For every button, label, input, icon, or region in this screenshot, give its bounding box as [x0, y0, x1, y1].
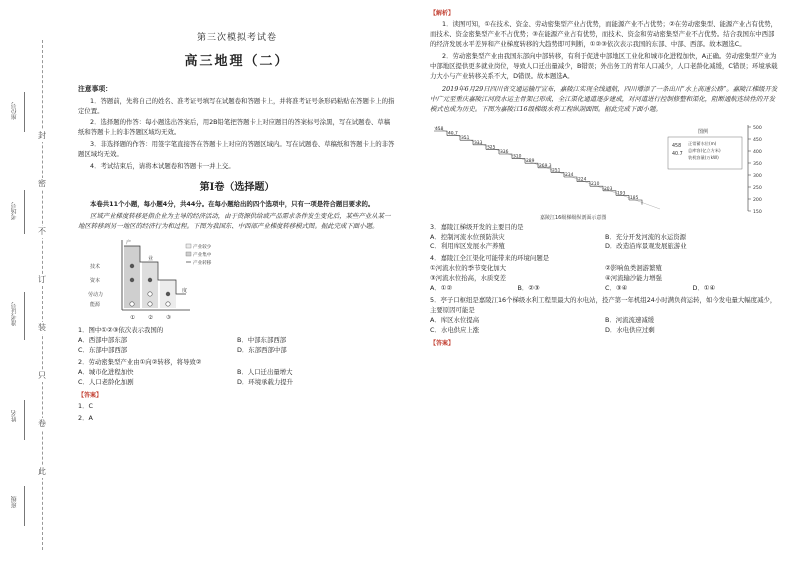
- question-2: 2．劳动密集型产业由①向②转移，将导致②: [78, 358, 202, 367]
- option[interactable]: D．东部西部中部: [237, 346, 287, 355]
- binding-cut-char: 卷: [36, 418, 48, 430]
- chart-caption: 嘉陵江16级梯级纵剖面示意图: [540, 214, 607, 221]
- option[interactable]: C．③④: [605, 284, 628, 293]
- binding-cut-char: 封: [36, 130, 48, 142]
- dot-marker: [130, 302, 134, 306]
- diagram-label-industry: 业: [148, 256, 154, 263]
- diagram-label-degree: 度: [182, 288, 188, 295]
- binding-cut-char: 此: [36, 466, 48, 478]
- option[interactable]: A．①②: [430, 284, 453, 293]
- row-label: 技术: [90, 264, 101, 271]
- legend-swatch: [186, 252, 191, 256]
- row-label: 能源: [90, 302, 101, 309]
- section-title: 第Ⅰ卷（选择题）: [199, 182, 275, 194]
- statement: ①河流水位的季节变化加大: [430, 264, 507, 273]
- legend-swatch: [186, 244, 191, 248]
- binding-cut-char: 不: [36, 226, 48, 238]
- profile-svg: [430, 119, 780, 221]
- dam-step-label: 336: [500, 149, 509, 155]
- exam-title: 高三地理（二）: [184, 53, 290, 69]
- binding-cut-char: 密: [36, 178, 48, 190]
- notice-item: 4．考试结束后，请将本试题卷和答题卡一并上交。: [90, 162, 235, 171]
- statement: ②影响鱼类洄游繁殖: [605, 264, 662, 273]
- option[interactable]: C．利用库区发展水产养殖: [430, 242, 505, 251]
- option[interactable]: A．西部中部东部: [78, 336, 128, 345]
- statement: ④河流输沙能力增强: [605, 274, 662, 283]
- notice-item: 3．非选择题的作答：用签字笔直接答在答题卡上对应的答题区域内。写在试题卷、草稿纸和答题卡上的非答题区域均无效。: [78, 140, 395, 159]
- diagram-label-produce: 产: [126, 240, 132, 247]
- legend-label: 产业较少: [193, 245, 212, 251]
- y-tick-label: 150: [753, 209, 762, 215]
- y-tick-group: [748, 125, 762, 215]
- dot-marker: [166, 302, 170, 306]
- y-tick-label: 250: [753, 185, 762, 191]
- chart-legend-item: 装机容量(万kW): [688, 154, 719, 160]
- dam-step-label: 269.3: [539, 163, 552, 169]
- question-1-options: [78, 336, 396, 346]
- legend-label: 产业转移: [193, 261, 212, 267]
- question-4-items: [430, 264, 780, 274]
- stage-label: ①: [130, 315, 135, 322]
- stage-1-bar: [124, 246, 140, 308]
- question-4-options: [430, 284, 780, 294]
- left-column: [78, 28, 396, 424]
- field-class: 班级: [11, 496, 18, 508]
- analysis-text: 1．读图可知，①在技术、资金、劳动密集型产业占优势，而能源产业不占优势；②在劳动密集型、能源产业占有优势，而技术、资金密集型产业不占优势；③在能源产业占有优势，而技术、资金和劳动密集型产业不占优势。结合我国东中西部的经济发展水平差异和产业梯度转移的大趋势即可判断，①②③依次表示我国的东部、中部、西部。故本题选C。: [430, 20, 778, 49]
- question-3-options: [430, 242, 780, 252]
- passage-text: 2019年6月29日四川省交通运输厅宣布，嘉陵江实现全线通航，四川增添了一条出川“水上高速公路”。嘉陵江梯级开发中广元至重庆嘉陵江河段水运主骨架已形成，全江渠化通道逐步建成，对河道进行控制修整和渠化，阻断通航连续性的开发模式也成为历史。下图为嘉陵江16级梯级水利工程纵剖面图。据此完成下面小题。: [430, 84, 778, 113]
- dam-step-label: 458: [435, 126, 444, 132]
- chart-legend-title: 图例: [698, 128, 709, 135]
- legend-example-value: 458: [672, 143, 682, 149]
- dam-step-label: 351: [461, 135, 470, 141]
- question-2-options: [78, 368, 396, 378]
- option[interactable]: B．②③: [517, 284, 540, 293]
- dam-step-label: 234: [565, 172, 574, 178]
- option[interactable]: A．城市化进程加快: [78, 368, 134, 377]
- question-3-options: [430, 233, 780, 243]
- binding-cut-char: 装: [36, 322, 48, 334]
- stage-2-bar: [142, 262, 158, 308]
- dam-step-label: 325: [487, 144, 496, 150]
- step-group: [434, 126, 642, 205]
- binding-strip: [2, 40, 62, 550]
- field-line: [24, 292, 25, 340]
- option[interactable]: C．东部中部西部: [78, 346, 128, 355]
- y-tick-label: 400: [753, 149, 762, 155]
- question-3: 3．嘉陵江梯级开发的主要目的是: [430, 222, 524, 231]
- stage-label: ②: [148, 315, 153, 322]
- option[interactable]: B．充分开发河流的水运资源: [605, 232, 687, 241]
- question-1-options: [78, 346, 396, 356]
- binding-cut-char: 只: [36, 370, 48, 382]
- answer-item: 1．C: [78, 402, 93, 411]
- passage-text: 区域产业梯度转移是指企业为主导的经济活动，由于资源供给或产品需求条件发生变化后，某些产业从某一地区转移到另一地区的经济行为和过程。下图为我国东、中西部产业梯度转移模式图。据此完成下面小题。: [78, 212, 391, 231]
- question-4-items: [430, 274, 780, 284]
- question-5-options: [430, 326, 780, 336]
- row-label: 资本: [90, 278, 101, 285]
- section-instruction: 本卷共11个小题，每小题4分，共44分。在每小题给出的四个选项中，只有一项是符合题目要求的。: [90, 199, 375, 208]
- dam-step-label: 333: [474, 140, 483, 146]
- legend-label: 产业集中: [193, 253, 212, 259]
- exam-subtitle: 第三次模拟考试卷: [196, 33, 277, 43]
- y-tick-label: 450: [753, 137, 762, 143]
- option[interactable]: B．河流流速减缓: [605, 315, 655, 324]
- option[interactable]: C．水电供应上涨: [430, 325, 480, 334]
- question-5-options: [430, 316, 780, 326]
- answer-tag: 【答案】: [78, 391, 103, 399]
- dot-marker: [148, 302, 152, 306]
- dam-step-label: 289: [526, 158, 535, 164]
- dam-step-label: 310: [513, 154, 522, 160]
- industry-diagram-svg: [86, 236, 226, 324]
- stage-label: ③: [166, 315, 171, 322]
- dam-step-label: 185: [630, 195, 639, 201]
- dam-step-label: 224: [578, 177, 587, 183]
- dam-step-label: 210: [591, 181, 600, 187]
- y-tick-label: 200: [753, 197, 762, 203]
- dot-marker: [166, 292, 170, 296]
- legend-example-value: 40.7: [672, 151, 683, 157]
- option[interactable]: C．人口老龄化加剧: [78, 377, 134, 386]
- question-1: 1．图中①②③依次表示我国的: [78, 326, 164, 335]
- statement: ③河流水位抬高，水质变差: [430, 274, 507, 283]
- dam-step-label: 40.7: [448, 131, 458, 137]
- analysis-tag: 【解析】: [430, 10, 455, 17]
- question-4: 4．嘉陵江全江渠化可能带来的环境问题是: [430, 254, 550, 263]
- y-tick-label: 500: [753, 125, 762, 131]
- notice-item: 1．答题前，先将自己的姓名、准考证号填写在试题卷和答题卡上，并将准考证号条形码粘贴在答题卡上的指定位置。: [78, 96, 395, 115]
- answer-tag: 【答案】: [430, 339, 455, 347]
- chart-legend-item: 总库容(亿立方米): [688, 147, 721, 153]
- question-2-options: [78, 378, 396, 388]
- analysis-text: 2．劳动密集型产业由我国东部向中部转移，有利于促进中部地区工业化和城市化进程加快，A正确。劳动密集型产业为中部地区提供更多就业岗位，导致人口迁出量减少，B错误；外出务工的青年人口减少，人口老龄化减缓，C错误；环境承载力大小与产业转移关系不大，D错误。故本题选A。: [430, 52, 778, 80]
- field-line: [24, 486, 25, 526]
- notice-heading: 注意事项：: [78, 85, 112, 94]
- option[interactable]: A．控制河流水位预防洪灾: [430, 232, 505, 241]
- field-line: [24, 400, 25, 440]
- binding-cut-char: 订: [36, 274, 48, 286]
- dam-step-label: 251: [552, 167, 561, 173]
- option[interactable]: D．水电供应过剩: [605, 325, 655, 334]
- field-exam-room: 考场号: [11, 202, 18, 220]
- dam-step-label: 193: [617, 190, 626, 196]
- option[interactable]: D．改造沿库景观发展旅游业: [605, 242, 687, 251]
- field-line: [24, 190, 25, 234]
- right-column: [430, 6, 780, 348]
- jialing-river-profile-diagram: [430, 119, 780, 221]
- dot-marker: [130, 264, 134, 268]
- chart-legend-item: 正常蓄水位(m): [688, 140, 717, 146]
- y-tick-label: 300: [753, 173, 762, 179]
- dot-marker: [148, 292, 152, 296]
- y-tick-label: 350: [753, 161, 762, 167]
- option[interactable]: B．中部东部西部: [237, 336, 287, 345]
- answer-item: 2．A: [78, 414, 93, 423]
- notice-item: 2．选择题的作答：每小题选出答案后，用2B铅笔把答题卡上对应题目的答案标号涂黑，写在试题卷、草稿纸和答题卡上的非答题区域均无效。: [78, 118, 391, 137]
- field-seat-number: 座位号: [11, 102, 18, 120]
- industry-transfer-diagram: [86, 236, 226, 324]
- dot-marker: [148, 278, 152, 282]
- option[interactable]: D．环境承载力提升: [237, 377, 294, 386]
- option[interactable]: D．①④: [692, 284, 716, 293]
- dot-marker: [130, 278, 134, 282]
- field-admission-number: 准考证号: [11, 302, 18, 326]
- option[interactable]: A．库区水位提高: [430, 315, 480, 324]
- option[interactable]: B．人口迁出量增大: [237, 368, 293, 377]
- question-5: 5．亭子口枢纽是嘉陵江16个梯级水利工程里最大的水电站，投产第一年机组24小时满负荷运转，如今发电量大幅度减少，主要原因可能是: [430, 296, 777, 314]
- dam-step-label: 203: [604, 186, 613, 192]
- field-name: 姓名: [11, 410, 18, 422]
- row-label: 劳动力: [88, 292, 104, 299]
- field-line: [24, 92, 25, 132]
